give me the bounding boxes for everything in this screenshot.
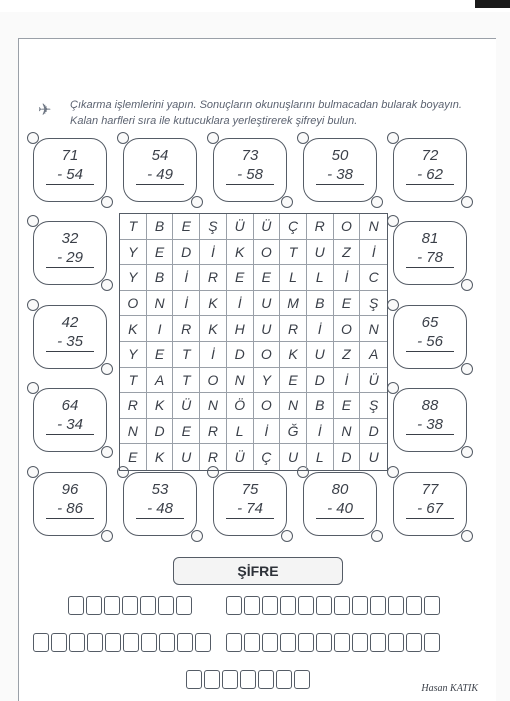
subtrahend: - 48 bbox=[136, 500, 184, 519]
subtrahend: - 40 bbox=[316, 500, 364, 519]
grid-letter[interactable]: U bbox=[307, 240, 334, 266]
subtraction-card bbox=[393, 472, 467, 536]
grid-letter[interactable]: K bbox=[120, 316, 147, 342]
answer-box[interactable] bbox=[262, 596, 278, 615]
grid-letter[interactable]: U bbox=[307, 342, 334, 368]
minuend: 42 bbox=[61, 314, 79, 331]
grid-letter[interactable]: D bbox=[173, 240, 200, 266]
grid-letter[interactable]: N bbox=[360, 214, 387, 240]
subtraction-card bbox=[33, 221, 107, 285]
grid-letter[interactable]: İ bbox=[307, 419, 334, 445]
answer-box[interactable] bbox=[141, 633, 157, 652]
subtrahend: - 58 bbox=[226, 166, 274, 185]
subtrahend: - 38 bbox=[406, 416, 454, 435]
subtraction-card bbox=[393, 138, 467, 202]
subtrahend: - 29 bbox=[46, 249, 94, 268]
answer-box[interactable] bbox=[177, 633, 193, 652]
answer-box[interactable] bbox=[276, 670, 292, 689]
answer-box[interactable] bbox=[51, 633, 67, 652]
answer-box[interactable] bbox=[262, 633, 278, 652]
scan-top-edge bbox=[0, 0, 510, 12]
grid-letter[interactable]: D bbox=[227, 342, 254, 368]
grid-letter[interactable]: D bbox=[334, 444, 361, 470]
grid-letter[interactable]: Y bbox=[120, 265, 147, 291]
grid-letter[interactable]: İ bbox=[254, 419, 281, 445]
answer-box-group bbox=[33, 633, 213, 652]
grid-letter[interactable]: R bbox=[120, 393, 147, 419]
answer-box-group bbox=[68, 596, 194, 615]
grid-letter[interactable]: A bbox=[147, 368, 174, 394]
grid-letter[interactable]: R bbox=[200, 419, 227, 445]
grid-letter[interactable]: O bbox=[334, 214, 361, 240]
grid-letter[interactable]: N bbox=[120, 419, 147, 445]
answer-box[interactable] bbox=[406, 596, 422, 615]
grid-letter[interactable]: Ç bbox=[280, 214, 307, 240]
answer-box[interactable] bbox=[280, 633, 296, 652]
answer-box[interactable] bbox=[33, 633, 49, 652]
answer-box[interactable] bbox=[122, 596, 138, 615]
subtraction-card bbox=[303, 472, 377, 536]
grid-letter[interactable]: R bbox=[307, 214, 334, 240]
grid-letter[interactable]: E bbox=[280, 368, 307, 394]
answer-box[interactable] bbox=[424, 596, 440, 615]
grid-letter[interactable]: İ bbox=[200, 240, 227, 266]
grid-letter[interactable]: E bbox=[254, 265, 281, 291]
subtrahend: - 86 bbox=[46, 500, 94, 519]
subtrahend: - 34 bbox=[46, 416, 94, 435]
subtraction-card bbox=[33, 388, 107, 452]
grid-letter[interactable]: D bbox=[360, 419, 387, 445]
answer-box[interactable] bbox=[159, 633, 175, 652]
minuend: 50 bbox=[331, 147, 349, 164]
subtrahend: - 67 bbox=[406, 500, 454, 519]
grid-letter[interactable]: M bbox=[280, 291, 307, 317]
grid-letter[interactable]: N bbox=[334, 419, 361, 445]
answer-box[interactable] bbox=[370, 596, 386, 615]
minuend: 75 bbox=[241, 481, 259, 498]
grid-letter[interactable]: E bbox=[173, 419, 200, 445]
subtrahend: - 49 bbox=[136, 166, 184, 185]
answer-box[interactable] bbox=[244, 633, 260, 652]
grid-letter[interactable]: Ü bbox=[227, 444, 254, 470]
grid-letter[interactable]: L bbox=[307, 444, 334, 470]
minuend: 53 bbox=[151, 481, 169, 498]
answer-box[interactable] bbox=[222, 670, 238, 689]
answer-box[interactable] bbox=[316, 596, 332, 615]
minuend: 96 bbox=[61, 481, 79, 498]
subtraction-card bbox=[393, 305, 467, 369]
grid-letter[interactable]: T bbox=[120, 214, 147, 240]
answer-box[interactable] bbox=[140, 596, 156, 615]
grid-letter[interactable]: N bbox=[227, 368, 254, 394]
answer-box[interactable] bbox=[176, 596, 192, 615]
answer-box[interactable] bbox=[370, 633, 386, 652]
answer-box-group bbox=[226, 633, 442, 652]
grid-letter[interactable]: D bbox=[147, 419, 174, 445]
word-search-grid bbox=[119, 213, 388, 471]
grid-letter[interactable]: Ü bbox=[173, 393, 200, 419]
subtraction-card bbox=[33, 472, 107, 536]
grid-letter[interactable]: L bbox=[280, 265, 307, 291]
subtraction-card bbox=[123, 138, 197, 202]
grid-letter[interactable]: O bbox=[120, 291, 147, 317]
subtrahend: - 62 bbox=[406, 166, 454, 185]
subtraction-card bbox=[393, 388, 467, 452]
grid-letter[interactable]: N bbox=[147, 291, 174, 317]
answer-box[interactable] bbox=[388, 596, 404, 615]
grid-letter[interactable]: R bbox=[200, 265, 227, 291]
grid-letter[interactable]: L bbox=[227, 419, 254, 445]
answer-box[interactable] bbox=[334, 633, 350, 652]
grid-letter[interactable]: Ğ bbox=[280, 419, 307, 445]
grid-letter[interactable]: İ bbox=[334, 265, 361, 291]
subtrahend: - 38 bbox=[316, 166, 364, 185]
answer-box[interactable] bbox=[226, 596, 242, 615]
answer-box[interactable] bbox=[87, 633, 103, 652]
grid-letter[interactable]: Ö bbox=[227, 393, 254, 419]
answer-box[interactable] bbox=[280, 596, 296, 615]
grid-letter[interactable]: E bbox=[334, 393, 361, 419]
grid-letter[interactable]: Y bbox=[254, 368, 281, 394]
subtrahend: - 74 bbox=[226, 500, 274, 519]
grid-letter[interactable]: N bbox=[360, 316, 387, 342]
grid-letter[interactable]: Ş bbox=[200, 214, 227, 240]
grid-letter[interactable]: İ bbox=[227, 291, 254, 317]
rocket-icon: ✈ bbox=[38, 102, 52, 119]
answer-box[interactable] bbox=[158, 596, 174, 615]
grid-letter[interactable]: İ bbox=[334, 368, 361, 394]
grid-letter[interactable]: R bbox=[173, 316, 200, 342]
grid-letter[interactable]: U bbox=[368, 449, 379, 466]
subtrahend: - 35 bbox=[46, 333, 94, 352]
grid-letter[interactable]: E bbox=[334, 291, 361, 317]
grid-letter[interactable]: O bbox=[254, 240, 281, 266]
grid-letter[interactable]: İ bbox=[360, 240, 387, 266]
answer-box[interactable] bbox=[226, 633, 242, 652]
minuend: 81 bbox=[421, 230, 439, 247]
grid-letter[interactable]: Ş bbox=[360, 291, 387, 317]
subtraction-card bbox=[213, 138, 287, 202]
grid-letter[interactable]: İ bbox=[307, 316, 334, 342]
grid-letter[interactable]: B bbox=[147, 214, 174, 240]
answer-box[interactable] bbox=[69, 633, 85, 652]
grid-letter[interactable]: İ bbox=[200, 342, 227, 368]
grid-letter[interactable]: Z bbox=[334, 342, 361, 368]
minuend: 72 bbox=[421, 147, 439, 164]
grid-letter[interactable]: E bbox=[147, 342, 174, 368]
subtrahend: - 54 bbox=[46, 166, 94, 185]
scan-dark-corner bbox=[475, 0, 510, 8]
answer-box[interactable] bbox=[316, 633, 332, 652]
grid-letter[interactable]: U bbox=[280, 444, 307, 470]
minuend: 64 bbox=[61, 397, 79, 414]
answer-box[interactable] bbox=[258, 670, 274, 689]
grid-letter[interactable]: N bbox=[200, 393, 227, 419]
answer-box-group bbox=[186, 670, 312, 689]
answer-box[interactable] bbox=[123, 633, 139, 652]
grid-letter[interactable]: Y bbox=[120, 240, 147, 266]
grid-letter[interactable]: R bbox=[280, 316, 307, 342]
grid-letter[interactable]: D bbox=[307, 368, 334, 394]
answer-box[interactable] bbox=[68, 596, 84, 615]
grid-letter[interactable]: O bbox=[334, 316, 361, 342]
grid-letter[interactable]: U bbox=[173, 444, 200, 470]
grid-letter[interactable]: T bbox=[120, 368, 147, 394]
minuend: 71 bbox=[61, 147, 79, 164]
grid-letter[interactable]: U bbox=[254, 291, 281, 317]
answer-box[interactable] bbox=[105, 633, 121, 652]
sifre-label: ŞİFRE bbox=[173, 557, 343, 585]
grid-letter[interactable]: E bbox=[173, 214, 200, 240]
answer-box[interactable] bbox=[298, 596, 314, 615]
grid-letter[interactable]: O bbox=[200, 368, 227, 394]
grid-letter[interactable]: T bbox=[280, 240, 307, 266]
answer-box[interactable] bbox=[334, 596, 350, 615]
grid-letter[interactable]: R bbox=[200, 444, 227, 470]
grid-letter[interactable]: B bbox=[307, 393, 334, 419]
author-signature: Hasan KATIK bbox=[421, 683, 478, 694]
grid-letter[interactable]: İ bbox=[173, 291, 200, 317]
answer-box-group bbox=[226, 596, 442, 615]
answer-box[interactable] bbox=[195, 633, 211, 652]
minuend: 32 bbox=[61, 230, 79, 247]
grid-letter[interactable]: Y bbox=[120, 342, 147, 368]
grid-letter[interactable]: Ü bbox=[254, 214, 281, 240]
grid-letter[interactable]: A bbox=[360, 342, 387, 368]
answer-box[interactable] bbox=[186, 670, 202, 689]
grid-letter[interactable]: T bbox=[173, 368, 200, 394]
grid-letter[interactable]: N bbox=[280, 393, 307, 419]
grid-letter[interactable]: C bbox=[360, 265, 387, 291]
grid-letter[interactable]: K bbox=[227, 240, 254, 266]
grid-letter[interactable]: E bbox=[147, 240, 174, 266]
subtraction-card bbox=[33, 138, 107, 202]
minuend: 77 bbox=[421, 481, 439, 498]
grid-letter[interactable]: Ş bbox=[360, 393, 387, 419]
minuend: 73 bbox=[241, 147, 259, 164]
grid-letter[interactable]: E bbox=[227, 265, 254, 291]
grid-letter[interactable]: O bbox=[254, 393, 281, 419]
grid-letter[interactable]: K bbox=[147, 444, 174, 470]
grid-letter[interactable]: K bbox=[280, 342, 307, 368]
answer-box[interactable] bbox=[424, 633, 440, 652]
answer-box[interactable] bbox=[298, 633, 314, 652]
grid-letter[interactable]: B bbox=[147, 265, 174, 291]
answer-box[interactable] bbox=[240, 670, 256, 689]
answer-box[interactable] bbox=[406, 633, 422, 652]
subtraction-card bbox=[303, 138, 377, 202]
subtraction-card bbox=[393, 221, 467, 285]
grid-letter[interactable]: Ü bbox=[360, 368, 387, 394]
grid-letter[interactable]: E bbox=[120, 444, 147, 470]
minuend: 54 bbox=[151, 147, 169, 164]
subtraction-card bbox=[123, 472, 197, 536]
grid-letter[interactable]: I bbox=[147, 316, 174, 342]
grid-letter[interactable]: Z bbox=[334, 240, 361, 266]
minuend: 65 bbox=[421, 314, 439, 331]
minuend: 88 bbox=[421, 397, 439, 414]
answer-box[interactable] bbox=[204, 670, 220, 689]
subtraction-card bbox=[213, 472, 287, 536]
grid-letter[interactable]: O bbox=[254, 342, 281, 368]
answer-box[interactable] bbox=[388, 633, 404, 652]
minuend: 80 bbox=[331, 481, 349, 498]
grid-letter[interactable]: K bbox=[200, 291, 227, 317]
grid-letter[interactable]: İ bbox=[173, 265, 200, 291]
grid-letter[interactable]: K bbox=[200, 316, 227, 342]
answer-box[interactable] bbox=[104, 596, 120, 615]
grid-letter[interactable]: U bbox=[254, 316, 281, 342]
instructions: Çıkarma işlemlerini yapın. Sonuçların okunuşlarını bulmacadan bularak boyayın. Kalan harfleri sıra ile kutucuklara yerleştirerek şifreyi bulun. bbox=[70, 99, 462, 127]
grid-letter[interactable]: T bbox=[173, 342, 200, 368]
answer-box[interactable] bbox=[352, 596, 368, 615]
answer-box[interactable] bbox=[86, 596, 102, 615]
answer-box[interactable] bbox=[294, 670, 310, 689]
grid-letter[interactable]: H bbox=[227, 316, 254, 342]
grid-letter[interactable]: Ü bbox=[227, 214, 254, 240]
answer-box[interactable] bbox=[244, 596, 260, 615]
subtraction-card bbox=[33, 305, 107, 369]
subtrahend: - 78 bbox=[406, 249, 454, 268]
answer-box[interactable] bbox=[352, 633, 368, 652]
grid-letter[interactable]: K bbox=[147, 393, 174, 419]
grid-letter[interactable]: Ç bbox=[254, 444, 281, 470]
grid-letter[interactable]: L bbox=[307, 265, 334, 291]
grid-letter[interactable]: B bbox=[307, 291, 334, 317]
subtrahend: - 56 bbox=[406, 333, 454, 352]
